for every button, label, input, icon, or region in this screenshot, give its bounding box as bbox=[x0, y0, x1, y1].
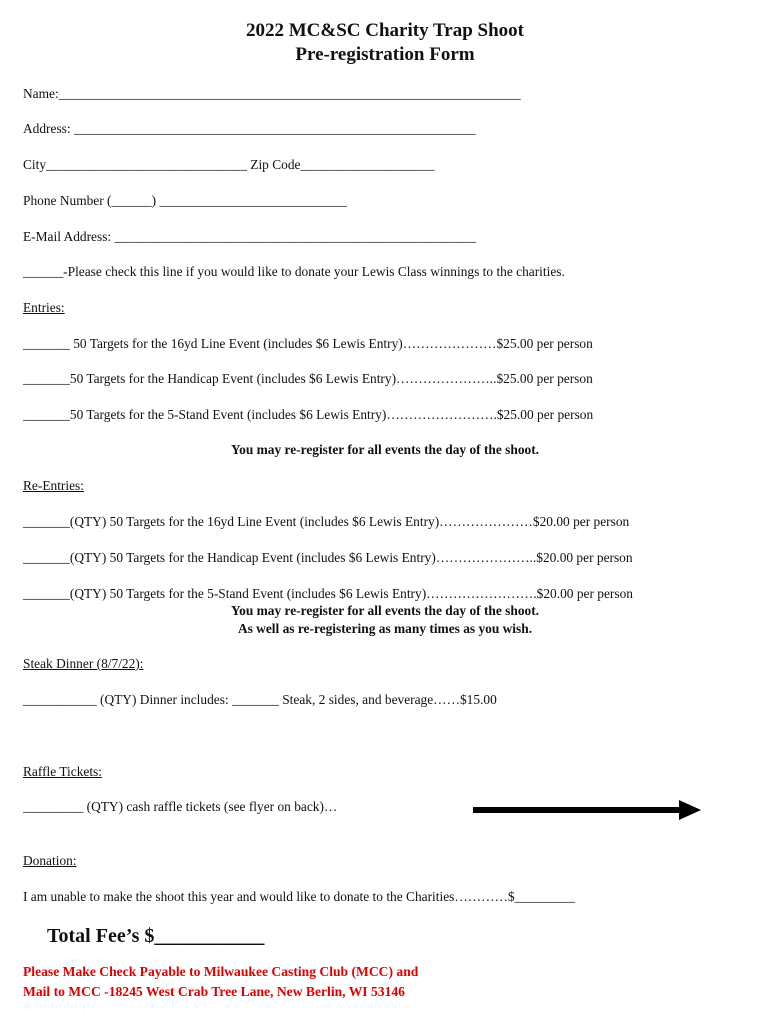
payment-instructions-line-1: Please Make Check Payable to Milwaukee Casting Club (MCC) and bbox=[23, 964, 419, 979]
entries-heading: Entries: bbox=[23, 300, 65, 315]
raffle-tickets-line[interactable]: _________ (QTY) cash raffle tickets (see flyer on back)… bbox=[23, 799, 338, 814]
reentries-note-1: You may re-register for all events the day of the shoot. bbox=[230, 603, 540, 618]
form-subtitle: Pre-registration Form bbox=[295, 44, 475, 65]
donation-heading: Donation: bbox=[23, 853, 77, 868]
donation-line[interactable]: I am unable to make the shoot this year and would like to donate to the Charities…………$_________ bbox=[23, 889, 575, 904]
right-arrow-icon bbox=[473, 800, 701, 820]
payment-instructions-line-2: Mail to MCC -18245 West Crab Tree Lane, New Berlin, WI 53146 bbox=[23, 984, 405, 999]
address-field[interactable]: Address: ____________________________________________________________ bbox=[23, 121, 476, 136]
reentry-handicap[interactable]: _______(QTY) 50 Targets for the Handicap Event (includes $6 Lewis Entry)…………………..$20.00 per person bbox=[23, 550, 633, 565]
entry-5-stand[interactable]: _______50 Targets for the 5-Stand Event (includes $6 Lewis Entry)…………………….$25.00 per person bbox=[23, 407, 594, 422]
city-zip-field[interactable]: City______________________________ Zip Code____________________ bbox=[23, 157, 435, 172]
entry-handicap[interactable]: _______50 Targets for the Handicap Event (includes $6 Lewis Entry)…………………..$25.00 per person bbox=[23, 371, 593, 386]
reentries-heading: Re-Entries: bbox=[23, 478, 84, 493]
entry-16yd-line[interactable]: _______ 50 Targets for the 16yd Line Event (includes $6 Lewis Entry)…………………$25.00 per person bbox=[23, 336, 593, 351]
raffle-heading: Raffle Tickets: bbox=[23, 764, 102, 779]
phone-field[interactable]: Phone Number (______) ____________________________ bbox=[23, 193, 347, 208]
entries-note: You may re-register for all events the day of the shoot. bbox=[230, 442, 540, 457]
reentry-5-stand[interactable]: _______(QTY) 50 Targets for the 5-Stand Event (includes $6 Lewis Entry)…………………….$20.00 per person bbox=[23, 586, 633, 601]
total-fees[interactable]: Total Fee’s $___________ bbox=[47, 925, 265, 947]
reentry-16yd-line[interactable]: _______(QTY) 50 Targets for the 16yd Line Event (includes $6 Lewis Entry)…………………$20.00 per person bbox=[23, 514, 630, 529]
donate-winnings-checkline[interactable]: ______-Please check this line if you would like to donate your Lewis Class winnings to the charities. bbox=[23, 264, 565, 279]
reentries-note-2: As well as re-registering as many times as you wish. bbox=[237, 621, 533, 636]
steak-dinner-line[interactable]: ___________ (QTY) Dinner includes: _______ Steak, 2 sides, and beverage……$15.00 bbox=[23, 692, 497, 707]
form-title: 2022 MC&SC Charity Trap Shoot bbox=[246, 20, 524, 41]
steak-dinner-heading: Steak Dinner (8/7/22): bbox=[23, 656, 144, 671]
email-field[interactable]: E-Mail Address: ______________________________________________________ bbox=[23, 229, 477, 244]
name-field[interactable]: Name:_____________________________________________________________________ bbox=[23, 86, 521, 101]
